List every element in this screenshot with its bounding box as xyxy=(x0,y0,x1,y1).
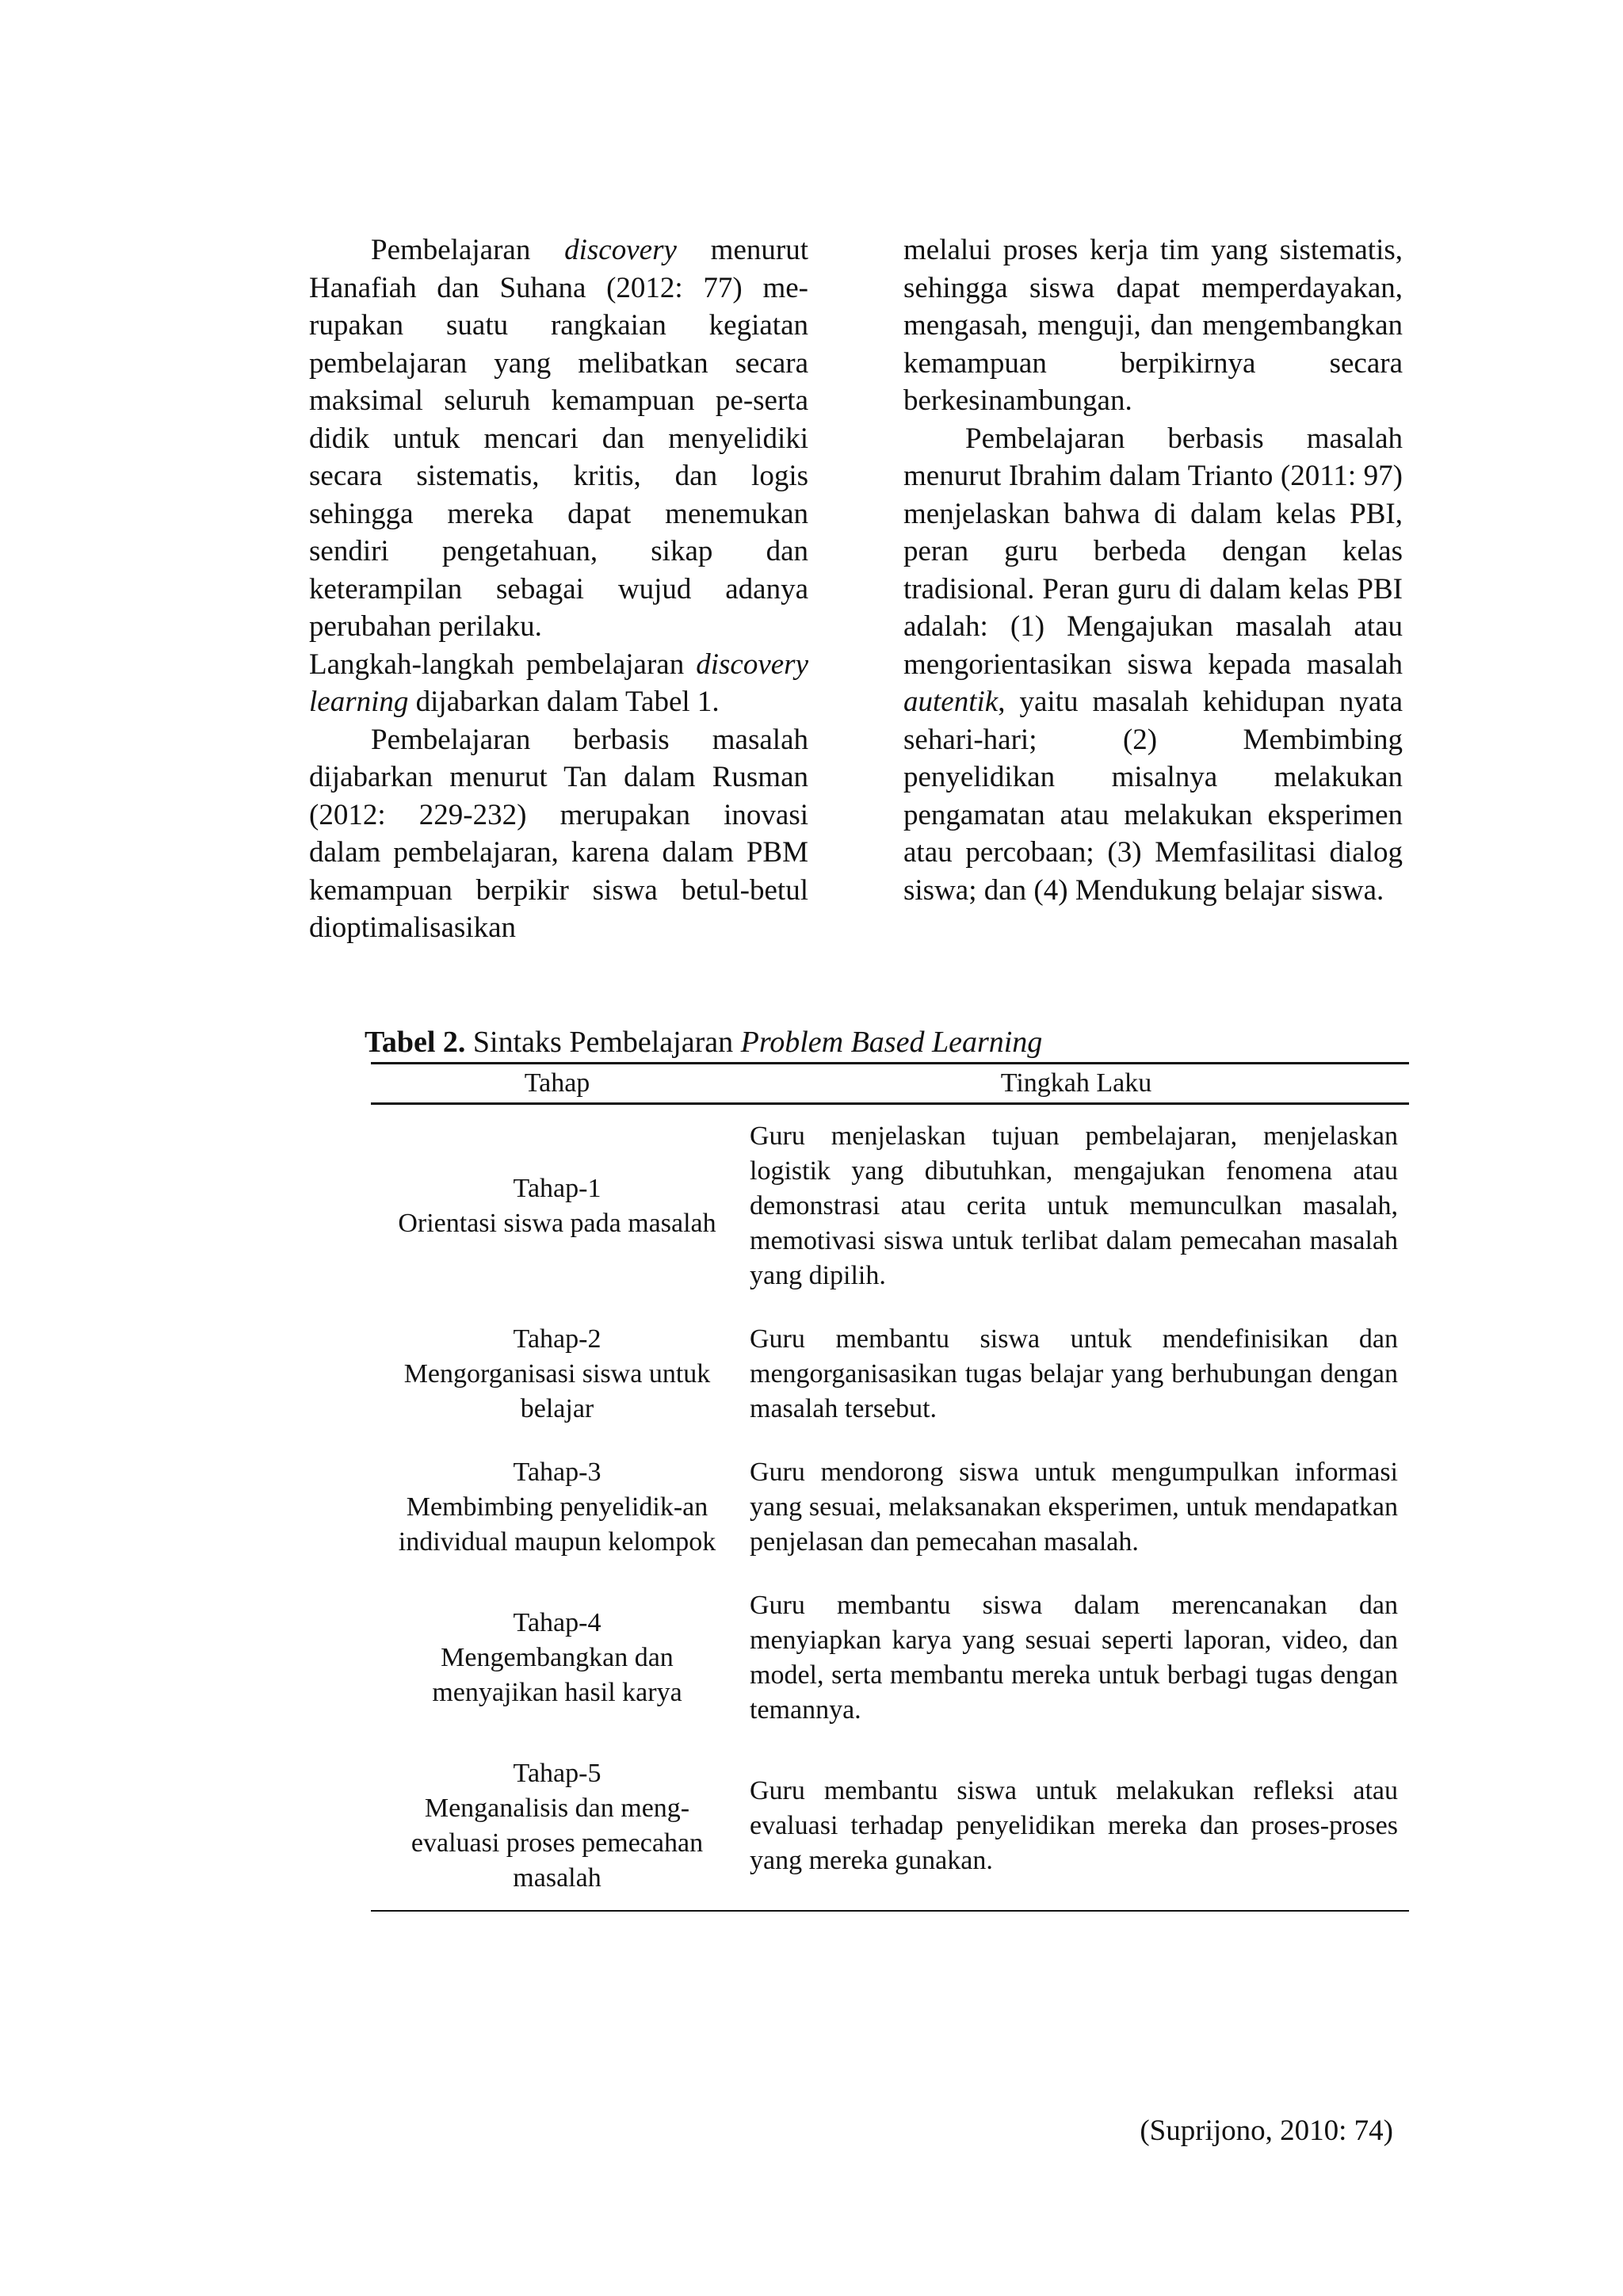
stage-name: Mengembangkan dan menyajikan hasil karya xyxy=(432,1643,682,1707)
stage-cell xyxy=(371,1104,743,1308)
behavior-cell: Guru membantu siswa untuk melakukan refleksi atau evaluasi terhadap penyelidikan mereka dan proses-proses yang mereka gunakan. xyxy=(743,1742,1409,1911)
pbl-syntax-table xyxy=(371,1062,1409,1912)
table-caption-label: Tabel 2. xyxy=(365,1026,466,1059)
paragraph-pbi: Pembelajaran berbasis masalah menurut Ibrahim dalam Trianto (2011: 97) menjelaskan bahwa di dalam kelas PBI, peran guru berbeda dengan kelas tradisional. Peran guru di dalam kelas PBI adalah: (1) Mengajukan masalah atau mengorientasikan siswa kepada masalah autentik, yaitu masalah kehidupan nyata sehari-hari; (2) Membimbing penyelidikan misalnya melakukan pengamatan atau melakukan eksperimen atau percobaan; (3) Memfasilitasi dialog siswa; dan (4) Mendukung belajar siswa. xyxy=(903,422,1403,907)
stage-cell xyxy=(371,1308,743,1441)
stage-name: Orientasi siswa pada masalah xyxy=(398,1209,716,1238)
stage-name: Menganalisis dan mengevaluasi proses pemecahan masalah xyxy=(411,1794,704,1893)
table-row xyxy=(371,1104,1409,1308)
stage-name: Membimbing penyelidik-an individual maupun kelompok xyxy=(398,1492,716,1557)
stage-name: Mengorganisasi siswa untuk belajar xyxy=(403,1359,711,1423)
behavior-cell: Guru membantu siswa dalam merencanakan dan menyiapkan karya yang sesuai seperti laporan, video, dan model, serta membantu mereka untuk berbagi tugas dengan temannya. xyxy=(750,1591,1398,1725)
table-row xyxy=(371,1574,1409,1742)
stage-number: Tahap-2 xyxy=(513,1324,601,1354)
stage-cell xyxy=(371,1574,743,1742)
paragraph-continuation: melalui proses kerja tim yang sistematis, sehingga siswa dapat memperdayakan, mengasah, menguji, dan mengembangkan kemampuan berpikirnya secara berkesinambungan. xyxy=(903,234,1403,417)
table-source: (Suprijono, 2010: 74) xyxy=(1140,2115,1393,2147)
table-row xyxy=(371,1441,1409,1574)
header-tahap: Tahap xyxy=(371,1064,743,1104)
table-row xyxy=(371,1742,1409,1911)
stage-number: Tahap-3 xyxy=(513,1457,601,1487)
behavior-cell: Guru mendorong siswa untuk mengumpulkan informasi yang sesuai, melaksanakan eksperimen, untuk mendapatkan penjelasan dan pemecahan masalah. xyxy=(750,1457,1398,1557)
stage-cell xyxy=(371,1441,743,1574)
paragraph-pbm: Pembelajaran berbasis masalah dijabarkan menurut Tan dalam Rusman (2012: 229-232) merupakan inovasi dalam pembelajaran, karena dalam PBM kemampuan berpikir siswa betul-betul dioptimalisasikan xyxy=(309,723,808,944)
header-tingkah-laku: Tingkah Laku xyxy=(743,1064,1409,1104)
table-row xyxy=(371,1308,1409,1441)
stage-cell xyxy=(371,1742,743,1911)
behavior-cell: Guru menjelaskan tujuan pembelajaran, menjelaskan logistik yang dibutuhkan, mengajukan fenomena atau demonstrasi atau cerita untuk memunculkan masalah, memotivasi siswa untuk terlibat dalam pemecahan masalah yang dipilih. xyxy=(750,1121,1398,1290)
table-header-row xyxy=(371,1064,1409,1104)
table-caption: Tabel 2. Sintaks Pembelajaran Problem Based Learning xyxy=(365,1026,1043,1059)
left-column xyxy=(309,231,808,947)
stage-number: Tahap-5 xyxy=(513,1759,601,1788)
behavior-cell: Guru membantu siswa untuk mendefinisikan dan mengorganisasikan tugas belajar yang berhubungan dengan masalah tersebut. xyxy=(750,1324,1398,1423)
stage-number: Tahap-1 xyxy=(513,1174,601,1203)
right-column xyxy=(903,231,1403,909)
stage-number: Tahap-4 xyxy=(513,1608,601,1637)
paragraph-discovery-steps: Langkah-langkah pembelajaran discovery learning dijabarkan dalam Tabel 1. xyxy=(309,648,808,718)
paragraph-discovery: Pembelajaran discovery menurut Hanafiah dan Suhana (2012: 77) merupakan suatu rangkaian kegiatan pembelajaran yang melibatkan secara maksimal seluruh kemampuan pe-serta didik untuk mencari dan menyelidiki secara sistematis, kritis, dan logis sehingga mereka dapat menemukan sendiri pengetahuan, sikap dan keterampilan sebagai wujud adanya perubahan perilaku. xyxy=(309,234,808,643)
